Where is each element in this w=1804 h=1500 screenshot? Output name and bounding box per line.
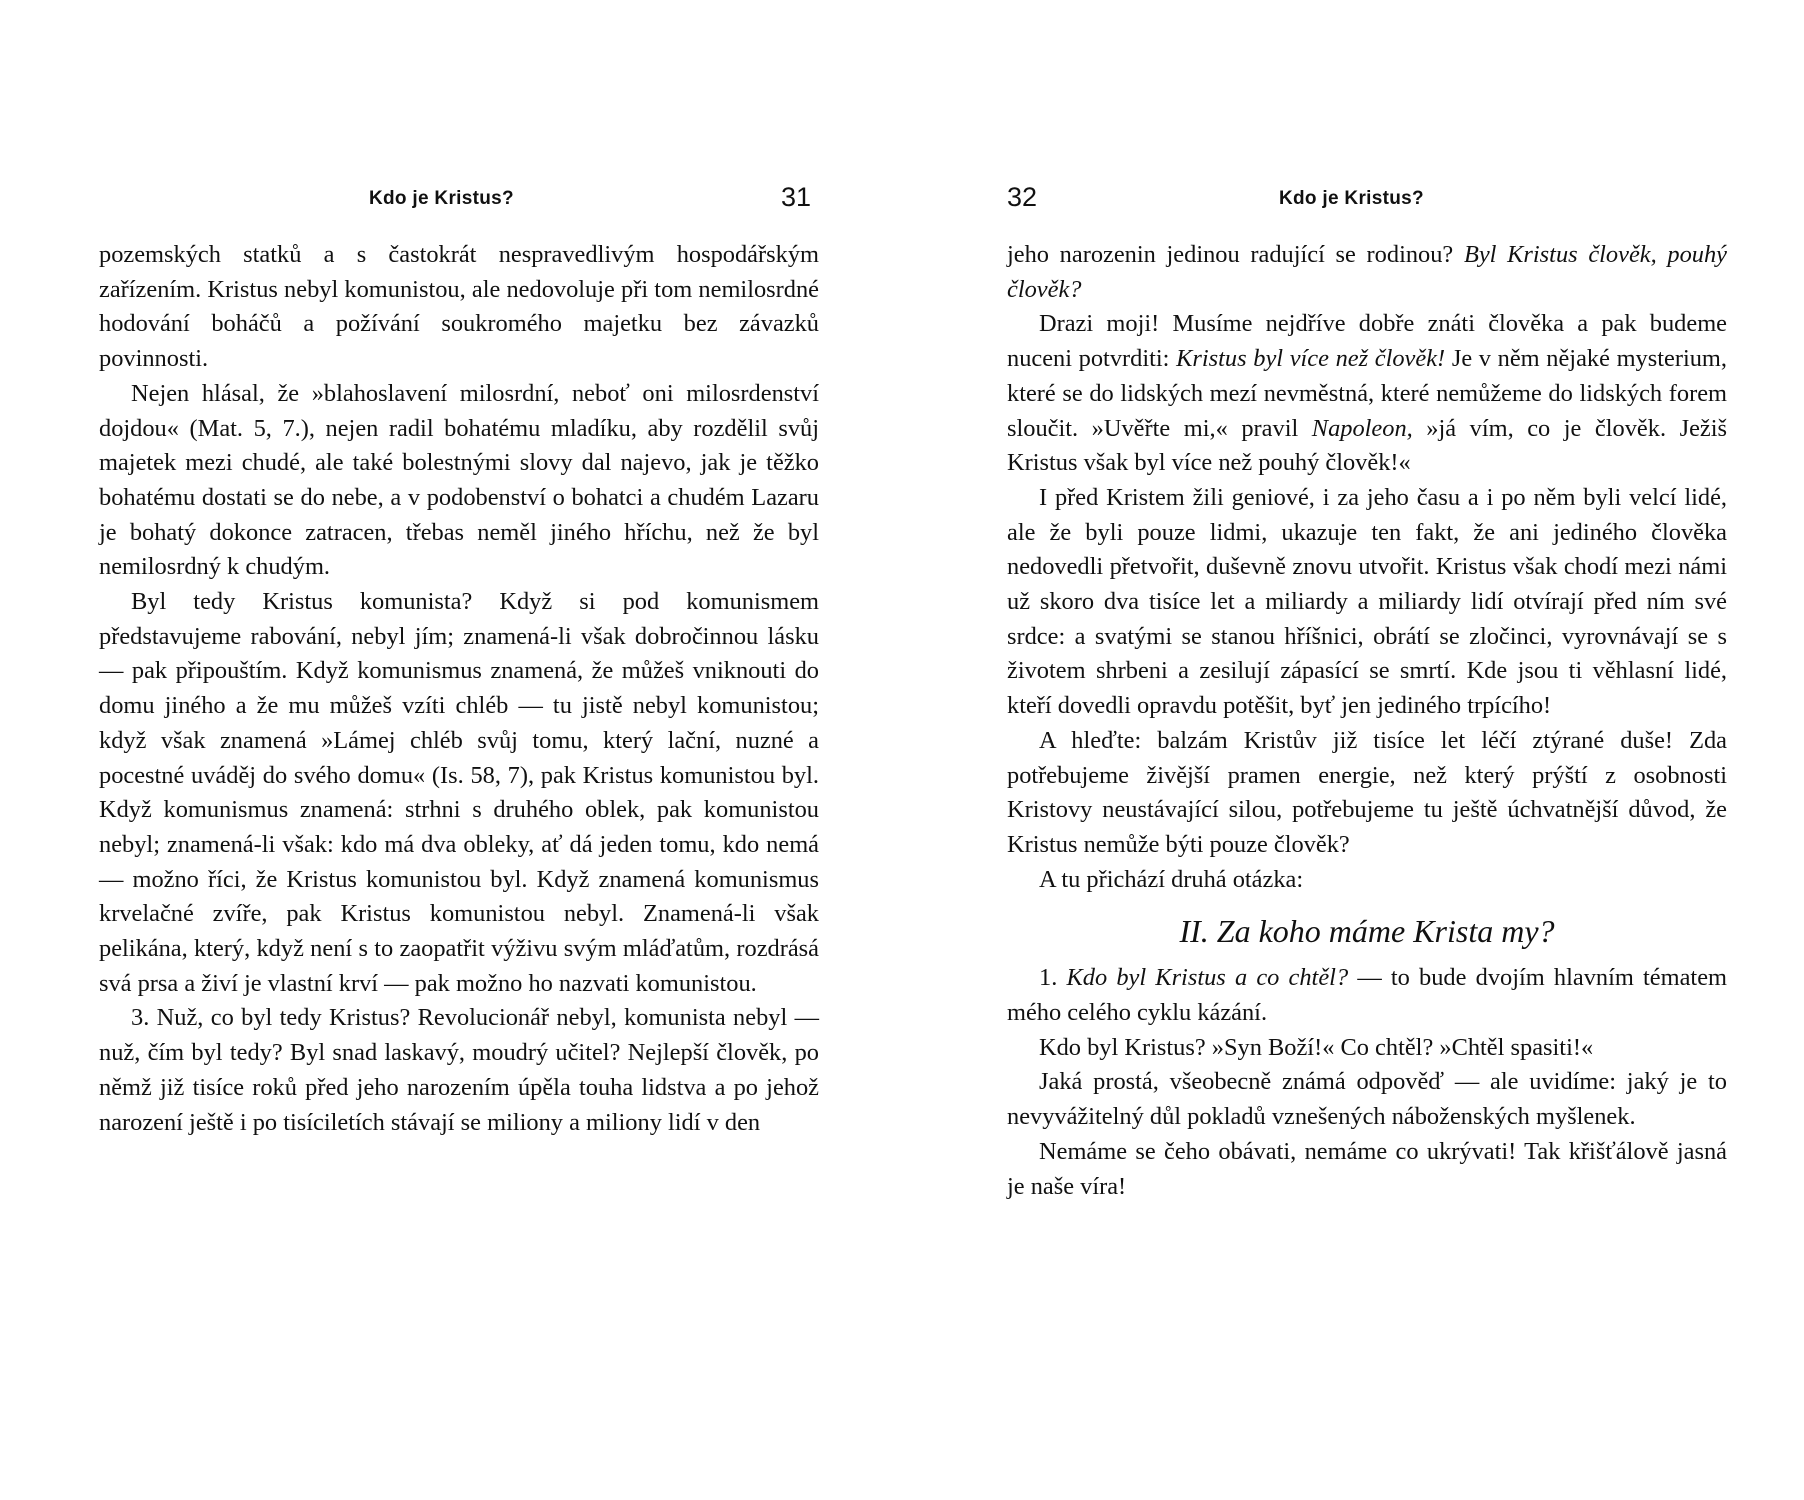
italic-run: Kdo byl Kristus a co chtěl? xyxy=(1066,964,1349,992)
paragraph: A hleďte: balzám Kristův již tisíce let léčí ztýrané duše! Zda potřebujeme živější pramen energie, než který prýští z osobnosti Kristovy neustávající silou, potřebujeme tu ještě úchvatnější důvod, že Kristus nemůže býti pouze člověk? xyxy=(1007,726,1727,858)
running-title: Kdo je Kristus? xyxy=(369,188,514,209)
running-title: Kdo je Kristus? xyxy=(1279,188,1424,209)
text-run: 1. xyxy=(1039,964,1067,992)
right-page xyxy=(1007,0,1727,1500)
page-number: 32 xyxy=(1007,182,1038,212)
paragraph: A tu přichází druhá otázka: xyxy=(1039,865,1304,893)
paragraph xyxy=(1007,307,1727,481)
page-body xyxy=(99,238,819,1140)
italic-run: Kristus byl více než člověk! xyxy=(1176,345,1446,373)
italic-run: Napoleon, xyxy=(1311,414,1413,442)
paragraph: I před Kristem žili geniové, i za jeho času a i po něm byli velcí lidé, ale že byli pouze lidmi, ukazuje ten fakt, že ani jediného člověka nedovedli přetvořit, duševně znovu utvořit. Kristus však chodí mezi námi už skoro dva tisíce let a miliardy a miliardy lidí otvírají před ním své srdce: a svatými se stanou hříšnici, obrátí se zločinci, vyrovnávají se s životem shrbeni a zesilují zápasící se smrtí. Kde jsou ti věhlasní lidé, kteří dovedli opravdu potěšit, byť jen jediného trpícího! xyxy=(1007,483,1727,720)
paragraph: pozemských statků a s častokrát nespravedlivým hospodářským zařízením. Kristus nebyl komunistou, ale nedovoluje při tom nemilosrdné hodování boháčů a požívání soukromého majetku bez závazků povinnosti. xyxy=(99,241,819,373)
running-head xyxy=(99,180,819,220)
paragraph xyxy=(1007,961,1727,1030)
paragraph: 3. Nuž, co byl tedy Kristus? Revolucionář nebyl, komunista nebyl — nuž, čím byl tedy? Byl snad laskavý, moudrý učitel? Nejlepší člověk, po němž již tisíce roků před jeho narozením úpěla touha lidstva a po jehož narození ještě i po tisíciletích stávají se miliony a miliony lidí v den xyxy=(99,1004,819,1136)
italic-run: Byl Kristus člověk, pouhý člověk? xyxy=(1007,241,1727,303)
text-run: »já vím, co je člověk. Ježiš Kristus však byl více než pouhý člověk!« xyxy=(1007,414,1727,477)
text-run: Je v něm nějaké mysterium, které se do lidských mezí nevměstná, které nemůžeme do lidských forem sloučit. »Uvěřte mi,« pravil xyxy=(1007,345,1727,442)
text-run: jeho narozenin jedinou radující se rodinou? xyxy=(1007,241,1464,268)
text-run: — to bude dvojím hlavním tématem mého celého cyklu kázání. xyxy=(1007,964,1728,1027)
paragraph: Jaká prostá, všeobecně známá odpověď — ale uvidíme: jaký je to nevyvážitelný důl pokladů vznešených náboženských myšlenek. xyxy=(1007,1068,1727,1131)
text-run: Drazi moji! Musíme nejdříve dobře znáti člověka a pak budeme nuceni potvrditi: xyxy=(1007,310,1727,373)
paragraph xyxy=(1007,238,1727,307)
section-heading: II. Za koho máme Krista my? xyxy=(1179,913,1555,950)
paragraph: Nemáme se čeho obávati, nemáme co ukrývati! Tak křišťálově jasná je naše víra! xyxy=(1007,1137,1727,1200)
paragraph: Byl tedy Kristus komunista? Když si pod komunismem představujeme rabování, nebyl jím; znamená-li však dobročinnou lásku — pak připouštím. Když komunismus znamená, že můžeš vniknouti do domu jiného a že mu můžeš vzíti chléb — tu jistě nebyl komunistou; když však znamená »Lámej chléb svůj tomu, který lační, nuzné a pocestné uváděj do svého domu« (Is. 58, 7), pak Kristus komunistou byl. Když komunismus znamená: strhni s druhého oblek, pak komunistou nebyl; znamená-li však: kdo má dva obleky, ať dá jeden tomu, kdo nemá — možno říci, že Kristus komunistou byl. Když znamená komunismus krvelačné zvíře, pak Kristus komunistou nebyl. Znamená-li však pelikána, který, když není s to zaopatřit výživu svým mláďatům, rozdrásá svá prsa a živí je vlastní krví — pak možno ho nazvati komunistou. xyxy=(99,588,819,997)
page-number: 31 xyxy=(780,182,811,212)
page-body xyxy=(1007,238,1727,1204)
running-head xyxy=(1007,180,1727,220)
paragraph: Kdo byl Kristus? »Syn Boží!« Co chtěl? »Chtěl spasiti!« xyxy=(1039,1033,1594,1061)
paragraph: Nejen hlásal, že »blahoslavení milosrdní, neboť oni milosrdenství dojdou« (Mat. 5, 7.), nejen radil bohatému mladíku, aby rozdělil svůj majetek mezi chudé, ale také bolestnými slovy dal najevo, jak je těžko bohatému dostati se do nebe, a v podobenství o bohatci a chudém Lazaru je bohatý dokonce zatracen, třebas neměl jiného hříchu, než že byl nemilosrdný k chudým. xyxy=(99,379,819,581)
left-page xyxy=(99,0,819,1500)
